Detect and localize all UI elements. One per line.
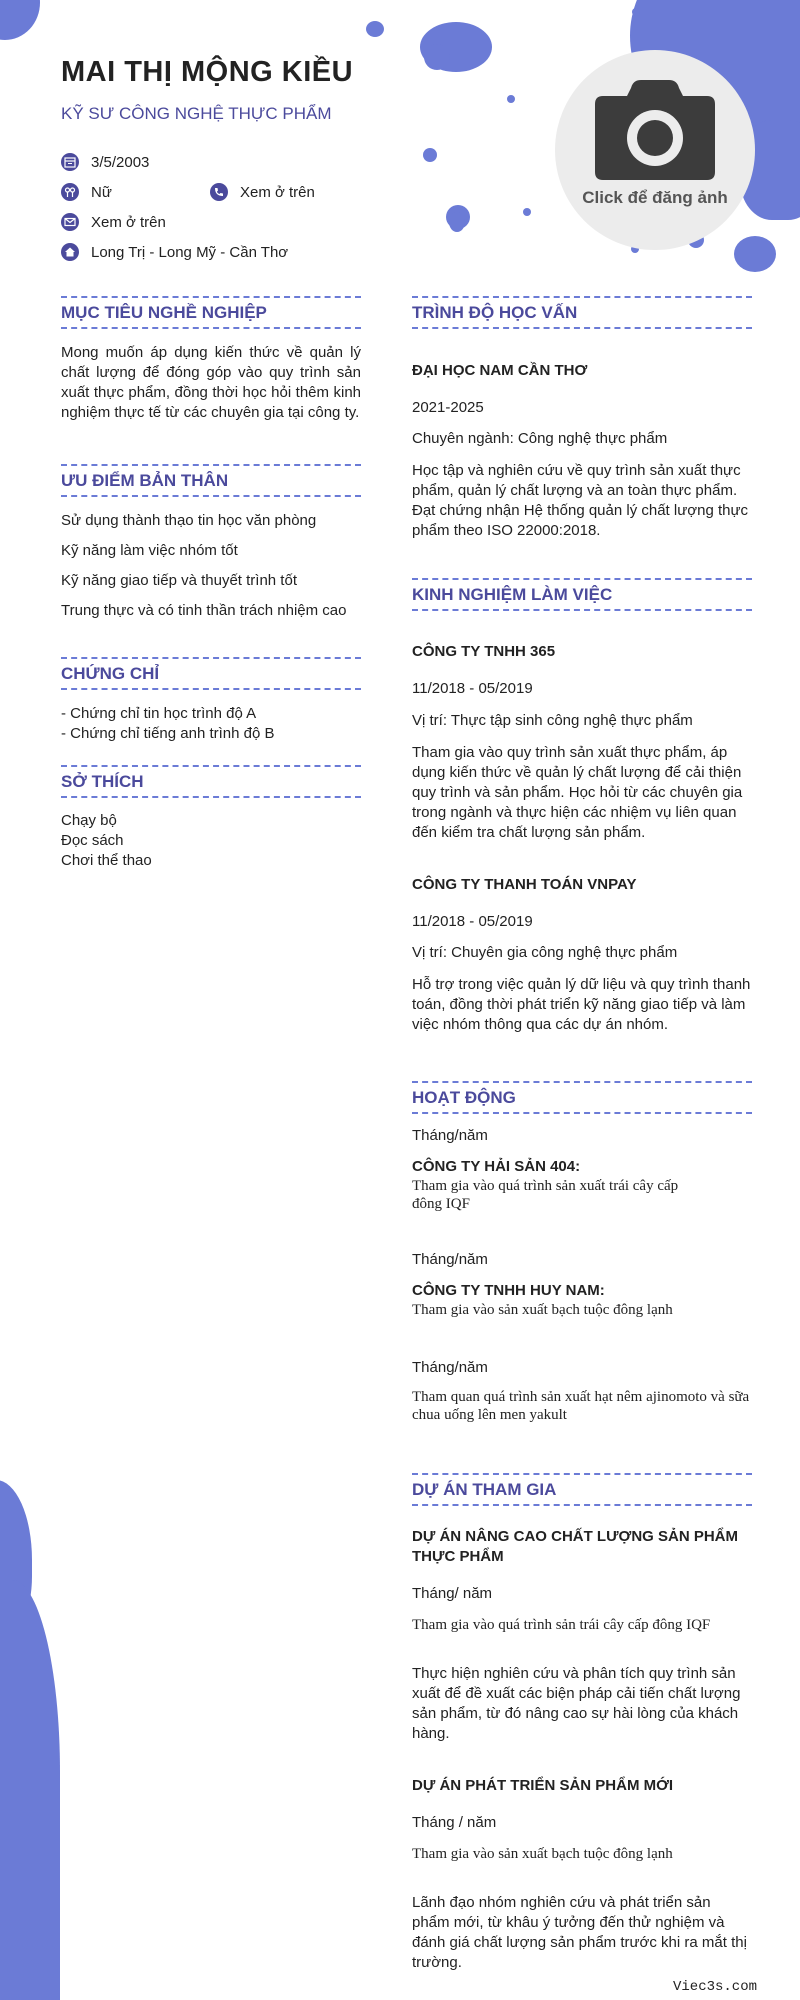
birth-date: 3/5/2003 bbox=[91, 153, 150, 171]
hobbies-title: SỞ THÍCH bbox=[61, 765, 361, 798]
email: Xem ở trên bbox=[91, 213, 166, 231]
activity-org: CÔNG TY HẢI SẢN 404: bbox=[412, 1158, 581, 1175]
education-period: 2021-2025 bbox=[412, 399, 484, 416]
decor-blob bbox=[632, 8, 640, 16]
certificate-item: - Chứng chỉ tin học trình độ A bbox=[61, 705, 257, 722]
company-name: CÔNG TY TNHH 365 bbox=[412, 643, 556, 660]
job-period: 11/2018 - 05/2019 bbox=[412, 680, 533, 697]
activity-desc: Tham quan quá trình sản xuất hạt nêm ajinomoto và sữa chua uống lên men yakult bbox=[412, 1389, 750, 1423]
projects-title: DỰ ÁN THAM GIA bbox=[412, 1473, 752, 1506]
home-icon bbox=[61, 243, 79, 261]
objective-title: MỤC TIÊU NGHỀ NGHIỆP bbox=[61, 296, 361, 329]
photo-upload-label: Click để đăng ảnh bbox=[582, 188, 728, 207]
education-desc: Học tập và nghiên cứu về quy trình sản xuất thực phẩm, quản lý chất lượng và an toàn thực phẩm. Đạt chứng nhận Hệ thống quản lý chất lượng thực phẩm theo ISO 22000:2018. bbox=[412, 462, 748, 539]
job-desc: Hỗ trợ trong việc quản lý dữ liệu và quy trình thanh toán, đồng thời phát triển kỹ năng giao tiếp và làm việc nhóm thông qua các dự án nhóm. bbox=[412, 976, 751, 1033]
phone: Xem ở trên bbox=[240, 183, 315, 201]
email-row bbox=[61, 213, 166, 231]
job-title: KỸ SƯ CÔNG NGHỆ THỰC PHẨM bbox=[61, 104, 332, 123]
decor-blob bbox=[0, 1580, 60, 2000]
job-period: 11/2018 - 05/2019 bbox=[412, 913, 533, 930]
strengths-title: ƯU ĐIỂM BẢN THÂN bbox=[61, 464, 361, 497]
certificates-title: CHỨNG CHỈ bbox=[61, 657, 361, 690]
strength-item: Kỹ năng làm việc nhóm tốt bbox=[61, 542, 238, 559]
strength-item: Trung thực và có tinh thần trách nhiệm cao bbox=[61, 602, 347, 619]
activity-date: Tháng/năm bbox=[412, 1359, 488, 1376]
decor-blob bbox=[424, 44, 450, 70]
education-major: Chuyên ngành: Công nghệ thực phẩm bbox=[412, 430, 668, 447]
calendar-icon bbox=[61, 153, 79, 171]
project-name: DỰ ÁN NÂNG CAO CHẤT LƯỢNG SẢN PHẨM THỰC PHẨM bbox=[412, 1528, 739, 1565]
experience-title: KINH NGHIỆM LÀM VIỆC bbox=[412, 578, 752, 611]
watermark: Viec3s.com bbox=[673, 1979, 758, 1995]
activity-desc: Tham gia vào sản xuất bạch tuộc đông lạnh bbox=[412, 1302, 673, 1318]
decor-blob bbox=[449, 212, 465, 232]
decor-blob bbox=[523, 208, 531, 216]
objective-text: Mong muốn áp dụng kiến thức về quản lý chất lượng để đóng góp vào quy trình sản xuất thực phẩm, đồng thời học hỏi thêm kinh nghiệm thực tế từ các chuyên gia tại công ty. bbox=[61, 344, 361, 421]
address: Long Trị - Long Mỹ - Cần Thơ bbox=[91, 243, 289, 261]
decor-blob bbox=[507, 95, 515, 103]
project-role: Tham gia vào sản xuất bạch tuộc đông lạnh bbox=[412, 1846, 673, 1862]
gender-row bbox=[61, 183, 112, 201]
phone-row bbox=[210, 183, 315, 201]
activity-date: Tháng/năm bbox=[412, 1127, 488, 1144]
camera-icon bbox=[591, 78, 719, 182]
gender: Nữ bbox=[91, 183, 112, 201]
activity-desc: Tham gia vào quá trình sản xuất trái cây cấp đông IQF bbox=[412, 1178, 679, 1212]
job-position: Vị trí: Chuyên gia công nghệ thực phẩm bbox=[412, 944, 678, 961]
project-desc: Lãnh đạo nhóm nghiên cứu và phát triển sản phẩm mới, từ khâu ý tưởng đến thử nghiệm và đánh giá chất lượng sản phẩm trước khi ra mắt thị trường. bbox=[412, 1894, 747, 1971]
hobby-item: Đọc sách bbox=[61, 832, 124, 849]
strength-item: Kỹ năng giao tiếp và thuyết trình tốt bbox=[61, 572, 297, 589]
gender-icon bbox=[61, 183, 79, 201]
activities-title: HOẠT ĐỘNG bbox=[412, 1081, 752, 1114]
email-icon bbox=[61, 213, 79, 231]
photo-upload[interactable] bbox=[555, 50, 755, 250]
decor-blob bbox=[423, 148, 437, 162]
project-role: Tham gia vào quá trình sản trái cây cấp đông IQF bbox=[412, 1617, 711, 1633]
decor-blob bbox=[0, 0, 40, 40]
activity-date: Tháng/năm bbox=[412, 1251, 488, 1268]
candidate-name: MAI THỊ MỘNG KIỀU bbox=[61, 56, 354, 88]
project-name: DỰ ÁN PHÁT TRIỂN SẢN PHẨM MỚI bbox=[412, 1777, 674, 1794]
school-name: ĐẠI HỌC NAM CẦN THƠ bbox=[412, 362, 588, 379]
job-position: Vị trí: Thực tập sinh công nghệ thực phẩm bbox=[412, 712, 693, 729]
hobby-item: Chạy bộ bbox=[61, 812, 117, 829]
project-date: Tháng / năm bbox=[412, 1814, 497, 1831]
birth-date-row bbox=[61, 153, 149, 171]
hobby-item: Chơi thể thao bbox=[61, 852, 152, 869]
phone-icon bbox=[210, 183, 228, 201]
decor-blob bbox=[366, 21, 384, 37]
strength-item: Sử dụng thành thạo tin học văn phòng bbox=[61, 512, 317, 529]
job-desc: Tham gia vào quy trình sản xuất thực phẩm, áp dụng kiến thức về quản lý chất lượng để cải thiện quy trình và sản phẩm. Học hỏi từ các chuyên gia trong ngành và thực hiện các nhiệm vụ liên quan đến kiểm tra chất lượng sản phẩm. bbox=[412, 744, 743, 841]
decor-blob bbox=[734, 236, 776, 272]
project-date: Tháng/ năm bbox=[412, 1585, 493, 1602]
certificate-item: - Chứng chỉ tiếng anh trình độ B bbox=[61, 725, 275, 742]
project-desc: Thực hiện nghiên cứu và phân tích quy trình sản xuất để đề xuất các biện pháp cải tiến chất lượng sản phẩm, từ đó nâng cao sự hài lòng của khách hàng. bbox=[412, 1665, 741, 1742]
address-row bbox=[61, 243, 288, 261]
activity-org: CÔNG TY TNHH HUY NAM: bbox=[412, 1282, 605, 1299]
company-name: CÔNG TY THANH TOÁN VNPAY bbox=[412, 876, 637, 893]
education-title: TRÌNH ĐỘ HỌC VẤN bbox=[412, 296, 752, 329]
